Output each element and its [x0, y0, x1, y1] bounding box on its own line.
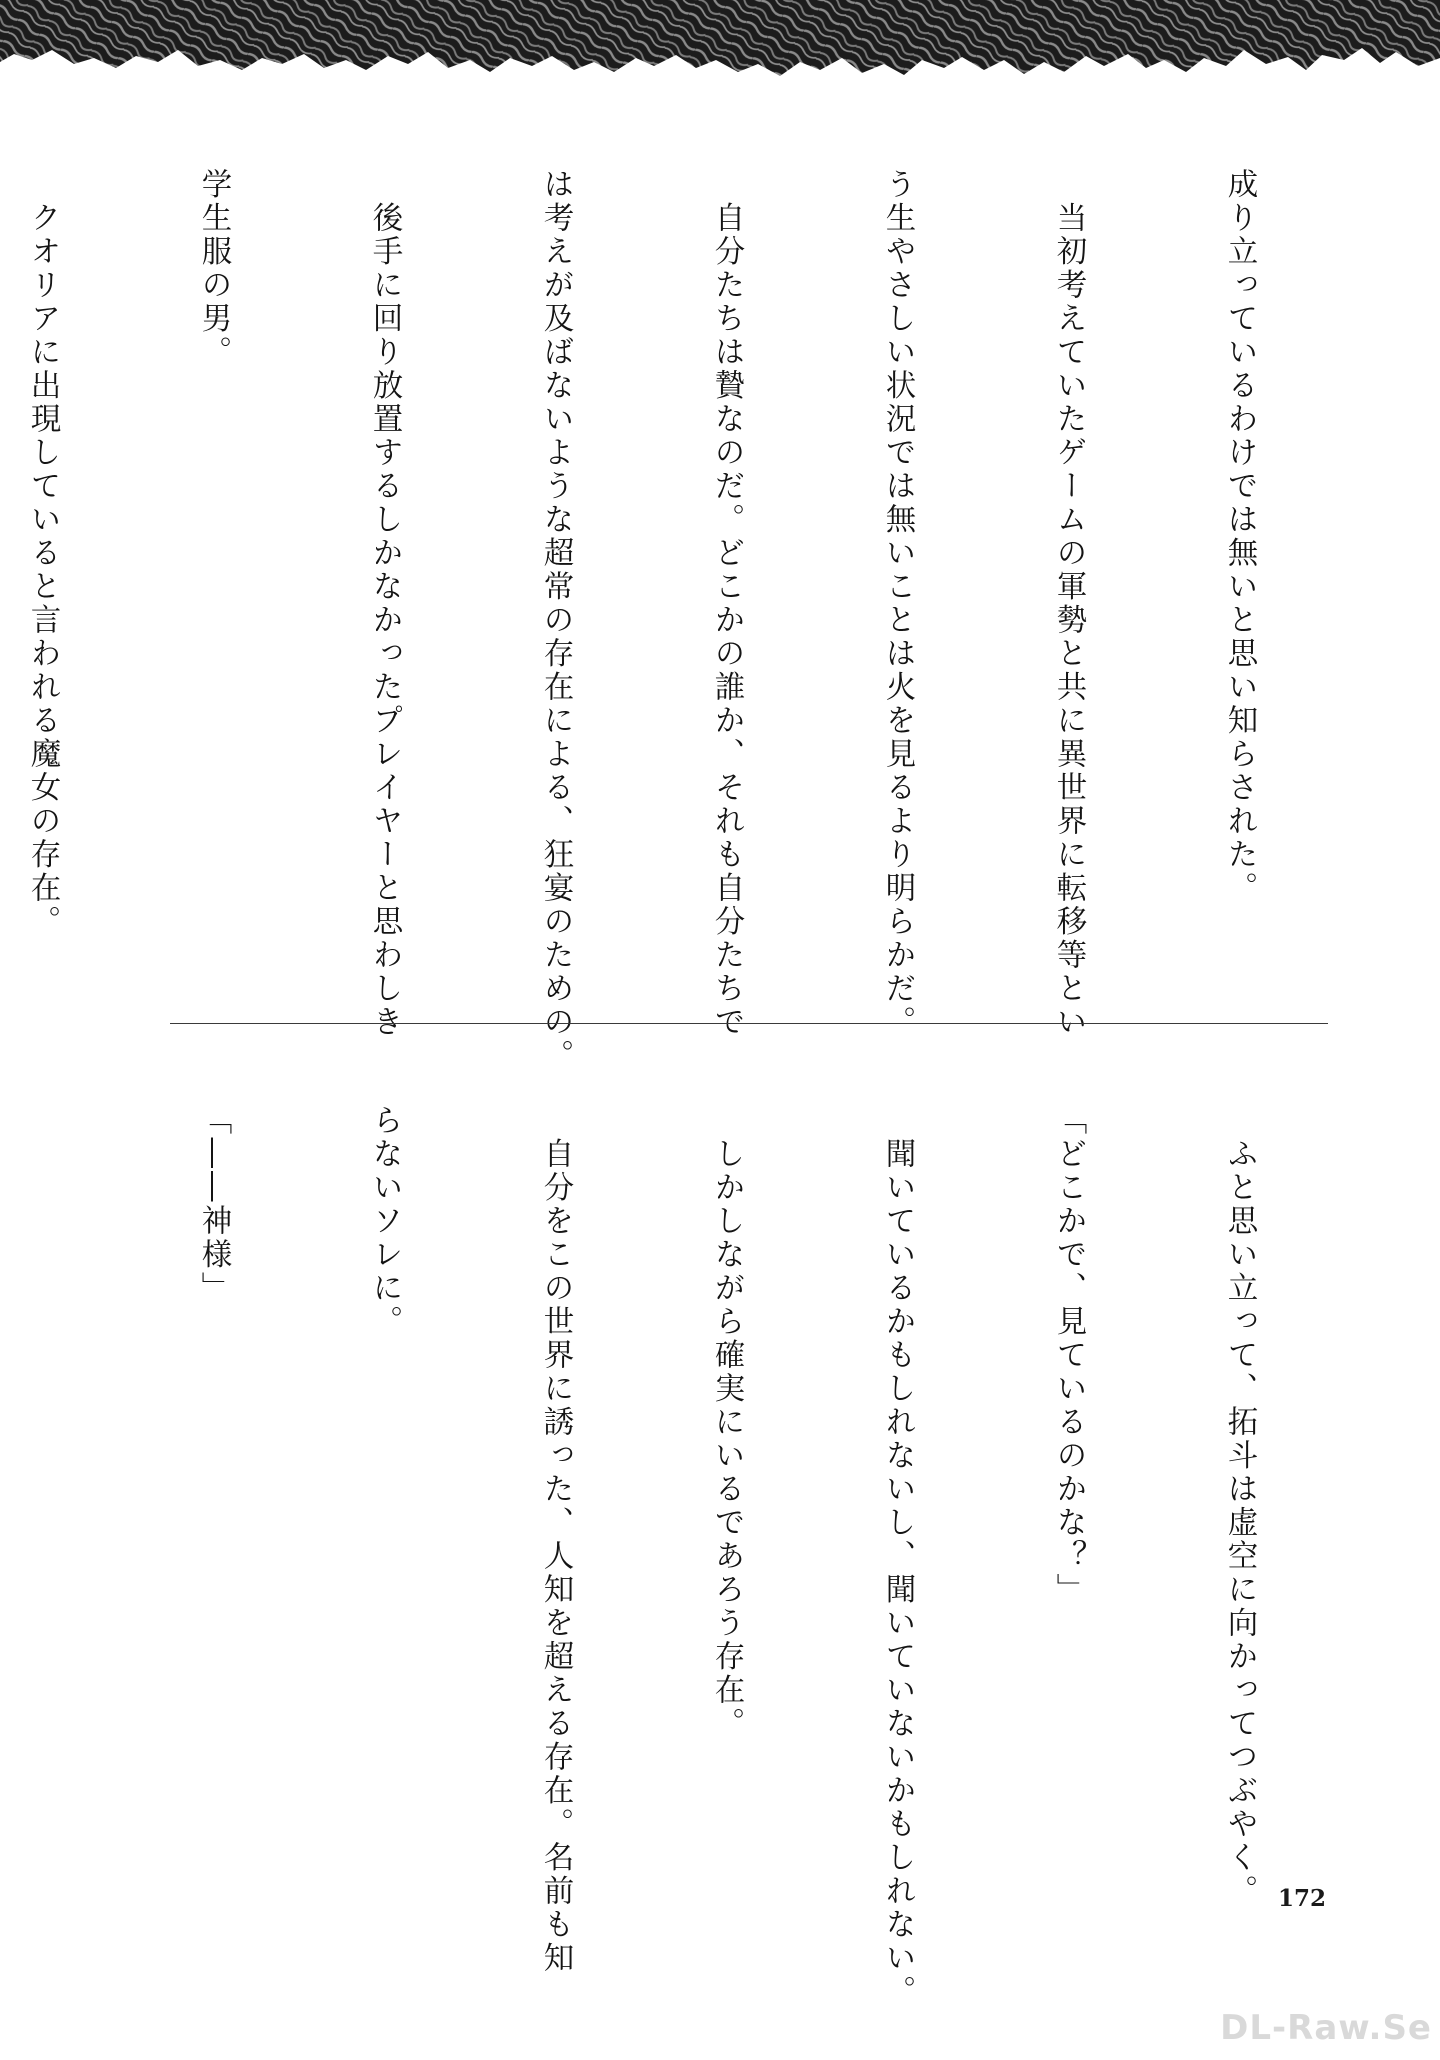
text-line: は考えが及ばないような超常の存在による、狂宴のための。: [538, 168, 573, 1073]
text-line: 成り立っているわけでは無いと思い知らされた。: [1222, 168, 1257, 905]
torn-paper-header-decoration: [0, 0, 1440, 110]
text-line: 自分をこの世界に誘った、人知を超える存在。名前も知: [538, 1104, 573, 1975]
torn-band-shape: [0, 0, 1440, 76]
text-line: しかしながら確実にいるであろう存在。: [709, 1104, 744, 1741]
text-line: 「どこかで、見ているのかな？」: [1051, 1104, 1086, 1607]
lower-text-section: [196, 1104, 1382, 2009]
section-divider: [170, 1023, 1328, 1024]
text-line: ふと思い立って、拓斗は虚空に向かってつぶやく。: [1222, 1104, 1257, 1908]
text-line: 自分たちは贄なのだ。どこかの誰か、それも自分たちで: [709, 168, 744, 1039]
text-line: 聞いているかもしれないし、聞いていないかもしれない。: [880, 1104, 915, 2009]
text-line: らないソレに。: [367, 1104, 402, 1339]
text-line: 後手に回り放置するしかなかったプレイヤーと思わしき: [367, 168, 402, 1039]
text-line: クオリアに出現していると言われる魔女の存在。: [25, 168, 60, 939]
text-line: 「――神様」: [196, 1104, 231, 1305]
upper-text-section: [25, 168, 1382, 1073]
watermark-text: DL-Raw.Se: [1220, 2008, 1432, 2048]
text-line: 学生服の男。: [196, 168, 231, 369]
page-number: 172: [1277, 1885, 1326, 1912]
text-line: う生やさしい状況では無いことは火を見るより明らかだ。: [880, 168, 915, 1039]
text-line: 当初考えていたゲームの軍勢と共に異世界に転移等とい: [1051, 168, 1086, 1039]
